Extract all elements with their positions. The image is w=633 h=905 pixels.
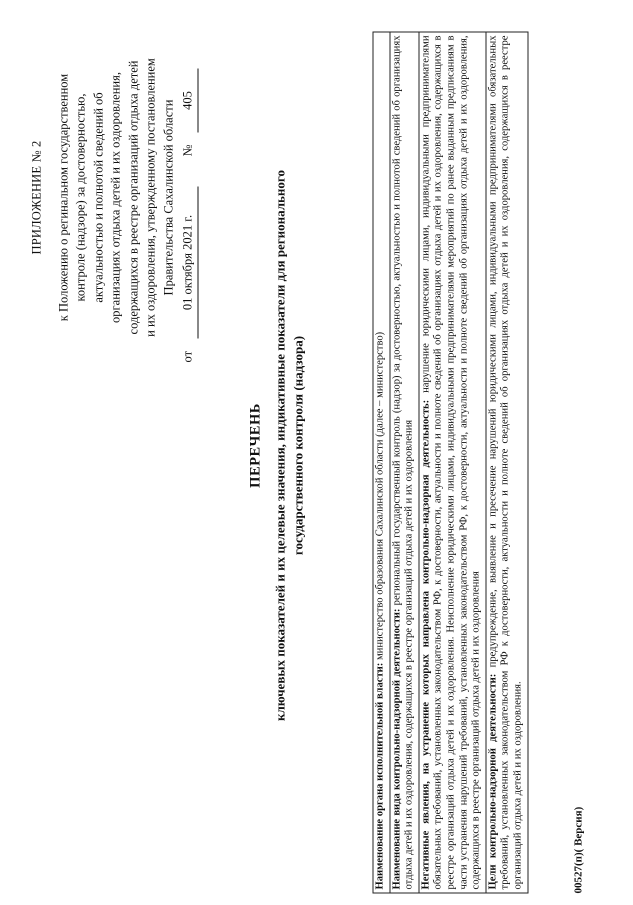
heading-title: ПЕРЕЧЕНЬ — [247, 402, 263, 488]
appendix-line: и их оздоровления, утвержденному постановлением — [143, 57, 157, 337]
appendix-line: актуальностью и полнотой сведений об — [90, 91, 105, 303]
approval-from-label: от — [180, 350, 194, 362]
heading-subtitle-line: ключевых показателей и их целевые значения, индикативные показатели для регионального — [272, 169, 287, 721]
appendix-block — [28, 32, 198, 362]
appendix-line: Правительства Сахалинской области — [160, 99, 175, 295]
appendix-line: организациях отдыха детей и их оздоровления, — [108, 71, 122, 323]
row-text: предупреждение, выявление и пресечение нарушений юридическими лицами, индивидуальными предпринимателями обязательных требований, установленных законодательством РФ к достоверности, актуальности и полноте сведений об организациях отдыха детей и их оздоровления, содержащихся в реестре организаций отдыха детей и их оздоровления. — [486, 35, 523, 889]
appendix-title: ПРИЛОЖЕНИЕ № 2 — [29, 140, 43, 254]
row-text: региональный государственный контроль (надзор) за достоверностью, актуальностью и полнотой сведений об организациях отдыха детей и их оздоровления, содержащихся в реестре организаций отдыха детей и их оздоровления — [390, 35, 415, 889]
appendix-line: содержащихся в реестре организаций отдыха детей — [125, 60, 140, 334]
appendix-line: к Положению о регинальном государственном — [55, 73, 70, 321]
document-heading — [246, 45, 307, 845]
row-text: министерство образования Сахалинской области (далее – министерство) — [374, 331, 385, 663]
info-table — [372, 31, 528, 893]
appendix-line: контроле (надзоре) за достоверностью, — [73, 92, 87, 302]
row-label: Цели контрольно-надзорной деятельности: — [486, 673, 498, 889]
table-row — [373, 32, 389, 892]
approval-line — [179, 32, 198, 362]
row-label: Наименование органа исполнительной власти: — [374, 662, 385, 889]
row-text: нарушение юридическими лицами, индивидуальными предпринимателями обязательных требований, установленных законодательством РФ, к достоверности, актуальности и полноте сведений об организациях отдыха детей и их оздоровления, содержащихся в реестре организаций отдыха детей и их оздоровления. Неисполнение юридическими лицами, индивидуальными предпринимателями мероприятий по ранее выданным предписаниям в части устранения нарушений требований, установленных законодательством РФ, к достоверности, актуальности и полноте сведений об организациях отдыха детей и их оздоровления, содержащихся в реестре организаций отдыха детей и их оздоровления — [419, 35, 482, 889]
row-label: Негативные явления, на устранение которых направлена контрольно-надзорная деятельность: — [419, 399, 431, 889]
approval-number: 405 — [179, 68, 198, 132]
document-code: 00527(п)( Версия) — [572, 806, 584, 893]
table-row — [418, 32, 485, 892]
heading-subtitle-line: государственного контроля (надзора) — [290, 335, 305, 555]
row-label: Наименование вида контрольно-надзорной деятельности: — [390, 608, 402, 889]
table-row — [389, 32, 418, 892]
table-row — [485, 32, 527, 892]
approval-date: 01 октября 2021 г. — [179, 186, 198, 338]
approval-number-label: № — [180, 144, 194, 156]
